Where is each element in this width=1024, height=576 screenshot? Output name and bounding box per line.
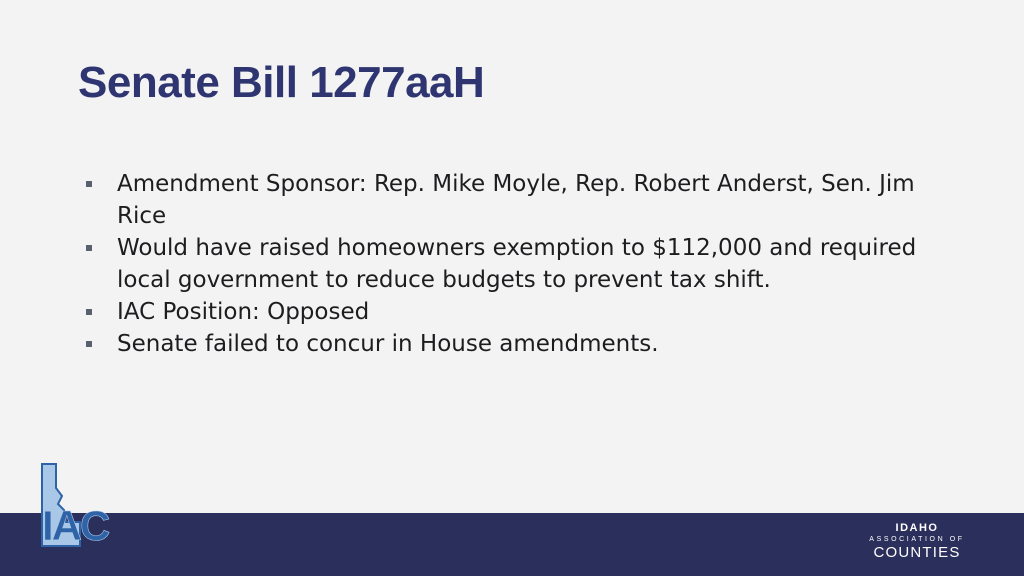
bullet-text: Amendment Sponsor: Rep. Mike Moyle, Rep. Robert Anderst, Sen. Jim Rice: [117, 171, 915, 229]
org-wordmark-counties: COUNTIES: [873, 544, 961, 561]
bullet-square-icon: [86, 309, 92, 315]
bullet-square-icon: [86, 181, 92, 187]
org-wordmark: [862, 522, 972, 561]
bullet-text: Would have raised homeowners exemption to $112,000 and required local government to reduce budgets to prevent tax shift.: [117, 235, 917, 293]
logo-lettering: IAC: [42, 502, 109, 549]
bullet-item: [86, 168, 946, 232]
bullet-square-icon: [86, 245, 92, 251]
bullet-text: IAC Position: Opposed: [117, 299, 370, 325]
bullet-text: Senate failed to concur in House amendments.: [117, 331, 659, 357]
slide-title: Senate Bill 1277aaH: [78, 58, 485, 107]
bullet-list: [86, 168, 946, 360]
bullet-item: [86, 232, 946, 296]
bullet-square-icon: [86, 341, 92, 347]
org-wordmark-association: ASSOCIATION OF: [869, 536, 965, 543]
iac-logo: [40, 460, 132, 550]
bullet-item: [86, 328, 946, 360]
org-wordmark-state: IDAHO: [895, 522, 939, 534]
bullet-item: [86, 296, 946, 328]
